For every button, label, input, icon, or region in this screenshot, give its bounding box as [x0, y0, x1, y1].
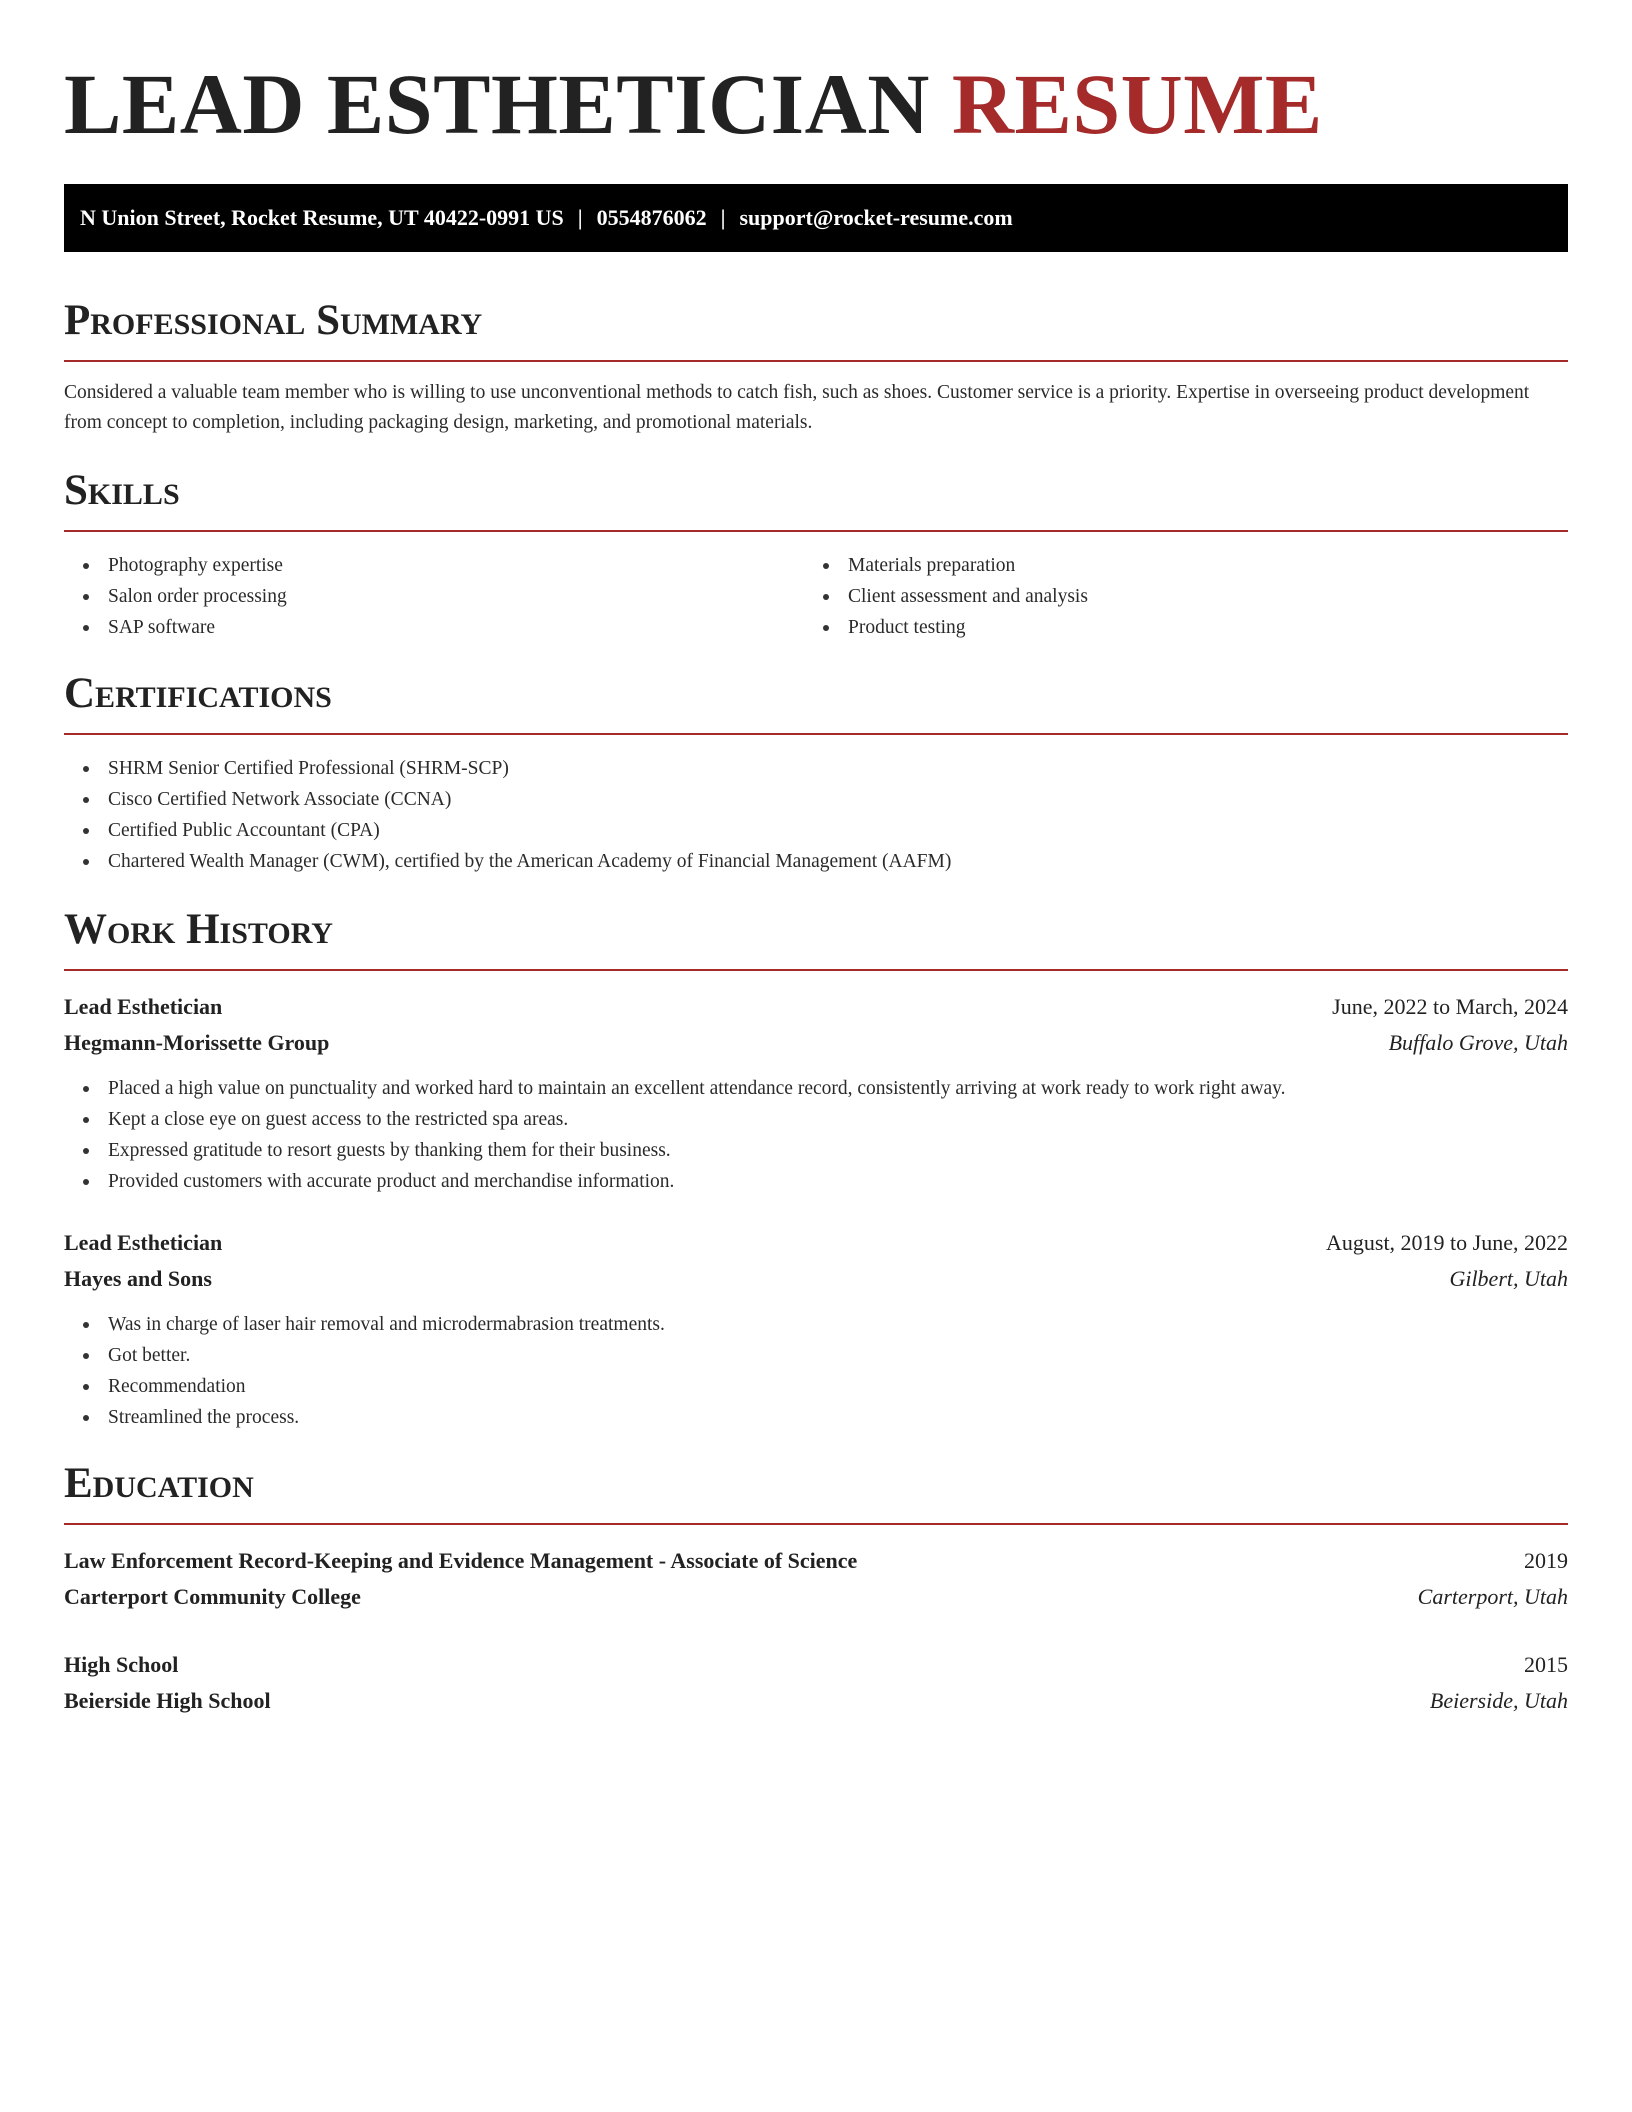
contact-separator: | [577, 205, 583, 230]
education-school: Carterport Community College [64, 1584, 361, 1609]
certifications-section [64, 669, 1568, 877]
section-heading: Skills [64, 467, 180, 514]
job-bullet: Got better. [64, 1340, 1568, 1371]
education-section [64, 1459, 1568, 1719]
certification-item: SHRM Senior Certified Professional (SHRM-SCP) [64, 753, 1568, 784]
page-title [64, 0, 1568, 150]
education-entry [64, 1647, 1568, 1719]
education-entry [64, 1543, 1568, 1615]
job-bullet: Provided customers with accurate product and merchandise information. [64, 1166, 1568, 1197]
skill-item: Materials preparation [804, 550, 1544, 581]
contact-phone: 0554876062 [596, 205, 707, 230]
work-history-section [64, 905, 1568, 1433]
education-year: 2015 [1524, 1652, 1568, 1677]
job-bullet: Expressed gratitude to resort guests by thanking them for their business. [64, 1135, 1568, 1166]
skill-item: Salon order processing [64, 581, 804, 612]
summary-section [64, 296, 1568, 438]
education-degree: High School [64, 1652, 179, 1677]
section-divider [64, 969, 1568, 971]
job-company: Hayes and Sons [64, 1266, 212, 1291]
job-bullet: Placed a high value on punctuality and worked hard to maintain an excellent attendance record, consistently arriving at work ready to work right away. [64, 1073, 1568, 1104]
education-school-row [64, 1683, 1568, 1719]
contact-email[interactable]: support@rocket-resume.com [739, 205, 1013, 230]
education-degree-row [64, 1543, 1568, 1579]
job-entry [64, 989, 1568, 1197]
education-school: Beierside High School [64, 1688, 271, 1713]
contact-bar [64, 184, 1568, 252]
resume-page [64, 0, 1568, 1719]
job-location: Buffalo Grove, Utah [1388, 1030, 1568, 1055]
skill-item: SAP software [64, 612, 804, 643]
certification-item: Certified Public Accountant (CPA) [64, 815, 1568, 846]
job-entry [64, 1225, 1568, 1433]
job-company: Hegmann-Morissette Group [64, 1030, 330, 1055]
contact-address: N Union Street, Rocket Resume, UT 40422-0991 US [80, 205, 564, 230]
education-location: Beierside, Utah [1429, 1688, 1568, 1713]
title-accent: RESUME [951, 56, 1323, 152]
education-school-row [64, 1579, 1568, 1615]
certification-item: Chartered Wealth Manager (CWM), certified by the American Academy of Financial Management (AAFM) [64, 846, 1568, 877]
job-bullet: Kept a close eye on guest access to the restricted spa areas. [64, 1104, 1568, 1135]
skill-item: Photography expertise [64, 550, 804, 581]
certification-item: Cisco Certified Network Associate (CCNA) [64, 784, 1568, 815]
section-heading: Certifications [64, 670, 332, 717]
job-company-row [64, 1025, 1568, 1061]
section-divider [64, 1523, 1568, 1525]
job-bullet: Was in charge of laser hair removal and microdermabrasion treatments. [64, 1309, 1568, 1340]
job-company-row [64, 1261, 1568, 1297]
section-heading: Work History [64, 906, 333, 953]
job-header-row [64, 1225, 1568, 1261]
section-heading: Professional Summary [64, 297, 483, 344]
education-degree-row [64, 1647, 1568, 1683]
summary-text: Considered a valuable team member who is willing to use unconventional methods to catch fish, such as shoes. Customer service is a priority. Expertise in overseeing product development from concept to completion, including packaging design, marketing, and promotional materials. [64, 382, 1530, 433]
skill-item: Product testing [804, 612, 1544, 643]
job-header-row [64, 989, 1568, 1025]
job-bullet: Streamlined the process. [64, 1402, 1568, 1433]
skills-list-right [804, 550, 1544, 643]
education-location: Carterport, Utah [1417, 1584, 1568, 1609]
certifications-list [64, 753, 1568, 877]
education-degree: Law Enforcement Record-Keeping and Evidence Management - Associate of Science [64, 1548, 858, 1573]
section-divider [64, 360, 1568, 362]
section-divider [64, 530, 1568, 532]
job-title: Lead Esthetician [64, 994, 223, 1019]
skill-item: Client assessment and analysis [804, 581, 1544, 612]
contact-separator: | [720, 205, 726, 230]
skills-section [64, 466, 1568, 643]
job-location: Gilbert, Utah [1449, 1266, 1568, 1291]
education-year: 2019 [1524, 1548, 1568, 1573]
section-divider [64, 733, 1568, 735]
job-dates: August, 2019 to June, 2022 [1326, 1230, 1568, 1255]
skills-list-left [64, 550, 804, 643]
job-bullets [64, 1309, 1568, 1433]
job-bullet: Recommendation [64, 1371, 1568, 1402]
job-bullets [64, 1073, 1568, 1197]
job-dates: June, 2022 to March, 2024 [1332, 994, 1568, 1019]
job-title: Lead Esthetician [64, 1230, 223, 1255]
title-main: LEAD ESTHETICIAN [64, 56, 930, 152]
skills-grid [64, 550, 1568, 643]
section-heading: Education [64, 1460, 254, 1507]
